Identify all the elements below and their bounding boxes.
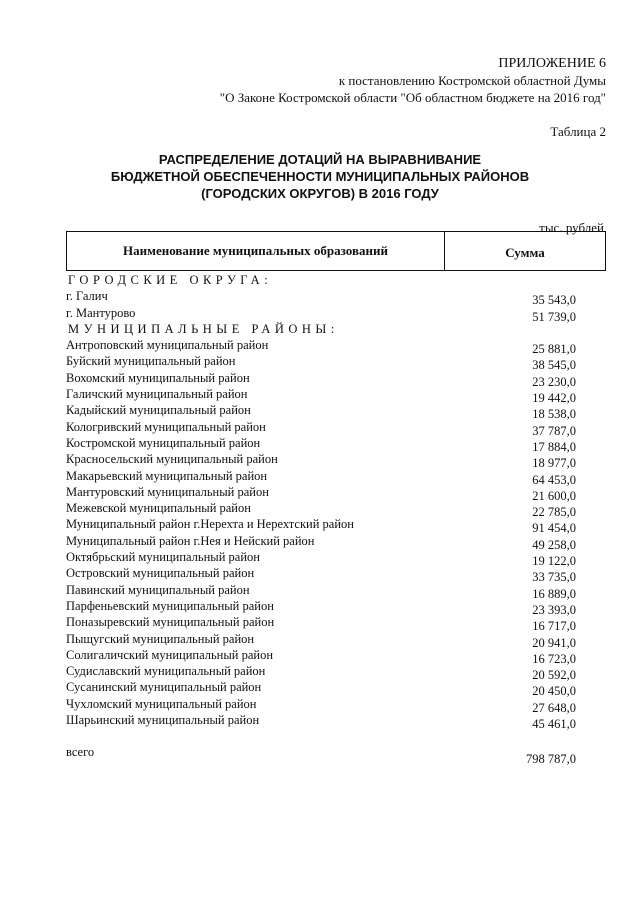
table-row [66,663,576,683]
appendix-reference [220,55,606,106]
table-row [66,598,576,617]
table-row [66,402,576,422]
municipality-name: Поназыревский муниципальный район [66,615,275,630]
amount-value: 16 723,0 [532,651,576,666]
municipality-name: Шарьинский муниципальный район [66,713,260,728]
total-label: всего [66,745,95,759]
table-number: Таблица 2 [550,124,606,139]
municipality-name: Солигаличский муниципальный район [66,647,274,662]
municipality-name: Мантуровский муниципальный район [66,484,269,499]
units-label: тыс. рублей [539,220,604,235]
municipality-name: Муниципальный район г.Нея и Нейский район [66,533,315,548]
table-row [66,712,576,732]
section-label: МУНИЦИПАЛЬНЫЕ РАЙОНЫ: [68,321,339,336]
table-row [66,288,576,308]
document-title [0,151,640,202]
amount-value: 25 881,0 [532,342,576,357]
amount-value: 20 450,0 [532,684,576,699]
municipality-name: Красносельский муниципальный район [66,452,278,467]
header-name-column: Наименование муниципальных образований [67,232,445,270]
amount-value: 19 442,0 [532,391,576,406]
section-header-row [66,321,576,337]
total-row [66,745,576,767]
title-line-3: (ГОРОДСКИХ ОКРУГОВ) В 2016 ГОДУ [201,186,439,201]
municipality-name: Парфеньевский муниципальный район [66,598,274,613]
table-row [66,386,576,406]
amount-value: 16 717,0 [532,619,576,634]
amount-value: 16 889,0 [532,586,576,601]
table-row [66,631,576,650]
municipality-name: Павинский муниципальный район [66,582,250,597]
amount-value: 22 785,0 [532,505,576,520]
table-row [66,549,576,569]
amount-value: 91 454,0 [532,521,576,536]
table-row [66,500,576,520]
appendix-title: ПРИЛОЖЕНИЕ 6 [498,56,606,71]
municipality-name: Сусанинский муниципальный район [66,680,262,695]
amount-value: 35 543,0 [532,293,576,308]
section-label: ГОРОДСКИЕ ОКРУГА: [68,273,273,287]
amount-value: 64 453,0 [532,472,576,487]
appendix-law-name: "О Законе Костромской области "Об областном бюджете на 2016 год" [219,90,606,105]
table-row [66,679,576,699]
title-line-2: БЮДЖЕТНОЙ ОБЕСПЕЧЕННОСТИ МУНИЦИПАЛЬНЫХ РАЙОНОВ [110,169,530,184]
municipality-name: Антроповский муниципальный район [66,338,269,353]
table-row [66,582,576,601]
section-header-row [66,272,576,288]
municipality-name: Кологривский муниципальный район [66,419,266,434]
amount-value: 20 592,0 [532,668,576,683]
municipality-name: Буйский муниципальный район [66,354,236,369]
municipality-name: Межевской муниципальный район [66,501,251,516]
table-row [66,533,576,552]
amount-value: 17 884,0 [532,439,576,454]
amount-value: 37 787,0 [532,423,576,438]
appendix-decree: к постановлению Костромской областной Думы [338,73,606,88]
table-row [66,565,576,585]
table-row [66,305,576,324]
table-row [66,614,576,634]
municipality-name: г. Мантурово [66,305,136,320]
header-sum-column: Сумма [505,245,545,260]
table-row [66,370,576,389]
amount-value: 33 735,0 [532,570,576,585]
table-row [66,419,576,438]
table-row [66,484,576,503]
municipality-name: Кадыйский муниципальный район [66,403,251,418]
amount-value: 23 393,0 [532,602,576,617]
municipality-name: Костромской муниципальный район [66,435,261,450]
municipality-name: Островский муниципальный район [66,566,255,581]
municipality-name: Пыщугский муниципальный район [66,631,255,646]
municipality-name: Чухломский муниципальный район [66,696,257,711]
amount-value: 27 648,0 [532,700,576,715]
amount-value: 19 122,0 [532,554,576,569]
amount-value: 18 538,0 [532,407,576,422]
table-row [66,647,576,666]
table-header [66,231,606,271]
municipality-name: Муниципальный район г.Нерехта и Нерехтский район [66,517,354,532]
table-row [66,696,576,715]
table-row [66,468,576,487]
table-row [66,435,576,454]
amount-value: 18 977,0 [532,456,576,471]
municipality-name: Судиславский муниципальный район [66,664,266,679]
table-row [66,451,576,471]
amount-value: 20 941,0 [532,635,576,650]
table-row [66,516,576,536]
amount-value: 51 739,0 [532,309,576,324]
amount-value: 38 545,0 [532,358,576,373]
municipality-name: г. Галич [66,289,108,304]
amount-value: 49 258,0 [532,537,576,552]
municipality-name: Октябрьский муниципальный район [66,550,260,565]
municipality-name: Макарьевский муниципальный район [66,468,268,483]
table-body [66,272,576,732]
amount-value: 21 600,0 [532,488,576,503]
total-value: 798 787,0 [526,752,576,766]
title-line-1: РАСПРЕДЕЛЕНИЕ ДОТАЦИЙ НА ВЫРАВНИВАНИЕ [158,152,482,167]
table-row [66,337,576,357]
municipality-name: Галичский муниципальный район [66,387,248,402]
amount-value: 23 230,0 [532,374,576,389]
municipality-name: Вохомский муниципальный район [66,370,250,385]
table-row [66,353,576,373]
amount-value: 45 461,0 [532,717,576,732]
